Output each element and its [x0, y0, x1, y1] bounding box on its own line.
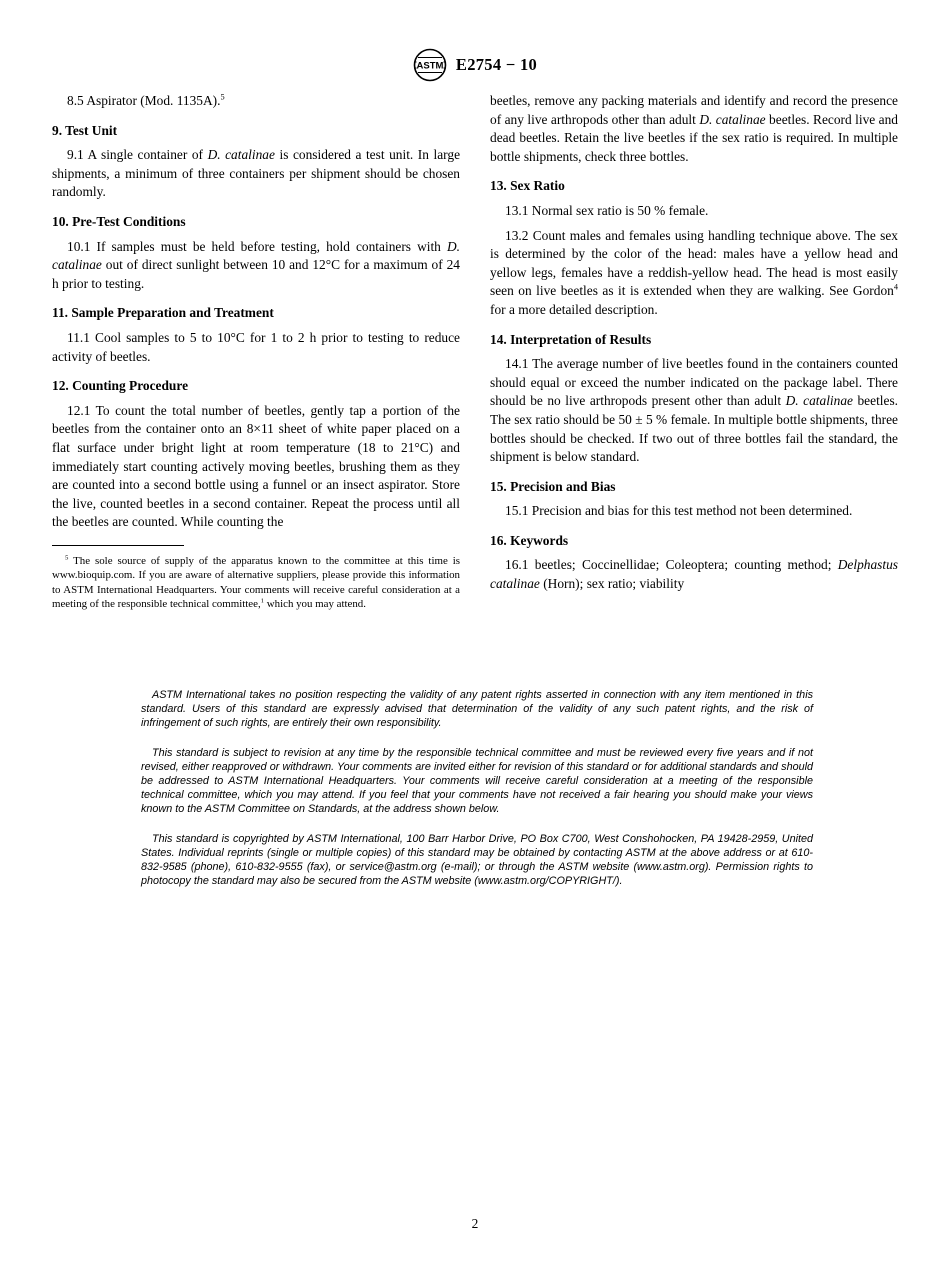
section-heading-16: 16. Keywords [490, 532, 569, 548]
paragraph-12-1: 12.1 To count the total number of beetles, gently tap a portion of the beetles from the container onto an 8×11 sheet of white paper placed on a flat surface under bright light at room temperature (18 to 21°C) and immediately start counting actively moving beetles, brushing them as they are counted into a second bottle using a funnel or an insect aspirator. Store the live, counted beetles in a second container. Repeat the process until all the beetles are counted. While counting the [52, 402, 460, 530]
section-heading-10: 10. Pre-Test Conditions [52, 213, 186, 229]
section-heading-14: 14. Interpretation of Results [490, 331, 652, 347]
patent-disclaimer: ASTM International takes no position respecting the validity of any patent rights asserted in connection with any item mentioned in this standard. Users of this standard are expressly advised that determination of the validity of any such patent rights, and the risk of infringement of such rights, are entirely their own responsibility. [141, 689, 813, 729]
paragraph-9-1: 9.1 A single container of D. catalinae is considered a test unit. In large shipments, a minimum of three containers per shipment should be chosen randomly. [52, 147, 461, 200]
paragraph-16-1: 16.1 beetles; Coccinellidae; Coleoptera; counting method; Delphastus catalinae (Horn); sex ratio; viability [490, 557, 898, 592]
paragraph-13-1: 13.1 Normal sex ratio is 50 % female. [505, 202, 709, 218]
left-column [52, 92, 460, 618]
right-column [490, 92, 898, 618]
paragraph-8-5: 8.5 Aspirator (Mod. 1135A).$^5$ [67, 92, 225, 108]
paragraph-15-1: 15.1 Precision and bias for this test method not been determined. [505, 503, 853, 519]
paragraph-12-1-continuation: beetles, remove any packing materials and identify and record the presence of any live arthropods other than adult D. catalinae beetles. Record live and dead beetles. Retain the live beetles if the sex ratio is required. In multiple bottle shipments, check three bottles. [490, 93, 898, 164]
section-heading-9: 9. Test Unit [52, 122, 118, 138]
paragraph-10-1: 10.1 If samples must be held before testing, hold containers with D. catalinae out of direct sunlight between 10 and 12°C for a maximum of 24 h prior to testing. [52, 238, 460, 291]
page-header [0, 48, 950, 82]
copyright-notice: This standard is copyrighted by ASTM International, 100 Barr Harbor Drive, PO Box C700, West Conshohocken, PA 19428-2959, United States. Individual reprints (single or multiple copies) of this standard may be obtained by contacting ASTM at the above address or at 610-832-9585 (phone), 610-832-9555 (fax), or service@astm.org (e-mail); or through the ASTM website (www.astm.org). Permission rights to photocopy the standard may also be secured from the ASTM website (www.astm.org/COPYRIGHT/). [141, 833, 813, 887]
astm-logo-text: ASTM [416, 60, 444, 72]
paragraph-11-1: 11.1 Cool samples to 5 to 10°C for 1 to 2 h prior to testing to reduce activity of beetles. [52, 329, 460, 364]
revision-notice: This standard is subject to revision at any time by the responsible technical committee and must be reviewed every five years and if not revised, either reapproved or withdrawn. Your comments are invited either for revision of this standard or for additional standards and should be addressed to ASTM International Headquarters. Your comments will receive careful consideration at a meeting of the responsible technical committee, which you may attend. If you feel that your comments have not received a fair hearing you should make your views known to the ASTM Committee on Standards, at the address shown below. [141, 747, 813, 815]
section-heading-12: 12. Counting Procedure [52, 378, 189, 394]
two-column-body [52, 92, 898, 618]
footnote-divider [52, 545, 184, 546]
section-heading-15: 15. Precision and Bias [490, 478, 616, 494]
paragraph-14-1: 14.1 The average number of live beetles found in the containers counted should equal or exceed the number indicated on the package label. There should be no live arthropods present other than adult D. catalinae beetles. The sex ratio should be 50 ± 5 % female. In multiple bottle shipments, three bottles should be checked. If two out of three bottles fail the standard, the shipment is below standard. [490, 356, 899, 465]
standard-designation: E2754 − 10 [455, 55, 538, 74]
section-heading-11: 11. Sample Preparation and Treatment [52, 305, 274, 321]
paragraph-13-2: 13.2 Count males and females using handling technique above. The sex is determined by the color of the head: males have a yellow head and yellow legs, females have a reddish-yellow head. The head is most easily seen on live beetles as it is extended when they are walking. See Gordon$^4$ for a more detailed description. [490, 227, 898, 317]
boilerplate-notes [141, 688, 813, 904]
page-number: 2 [471, 1216, 479, 1231]
astm-logo-icon [413, 48, 447, 82]
section-heading-13: 13. Sex Ratio [490, 178, 565, 194]
footnote-5: $^5$ The sole source of supply of the apparatus known to the committee at this time is www.bioquip.com. If you are aware of alternative suppliers, please provide this information to ASTM International Headquarters. Your comments will receive careful consideration at a meeting of the responsible technical committee,$^1$ which you may attend. [52, 554, 460, 611]
